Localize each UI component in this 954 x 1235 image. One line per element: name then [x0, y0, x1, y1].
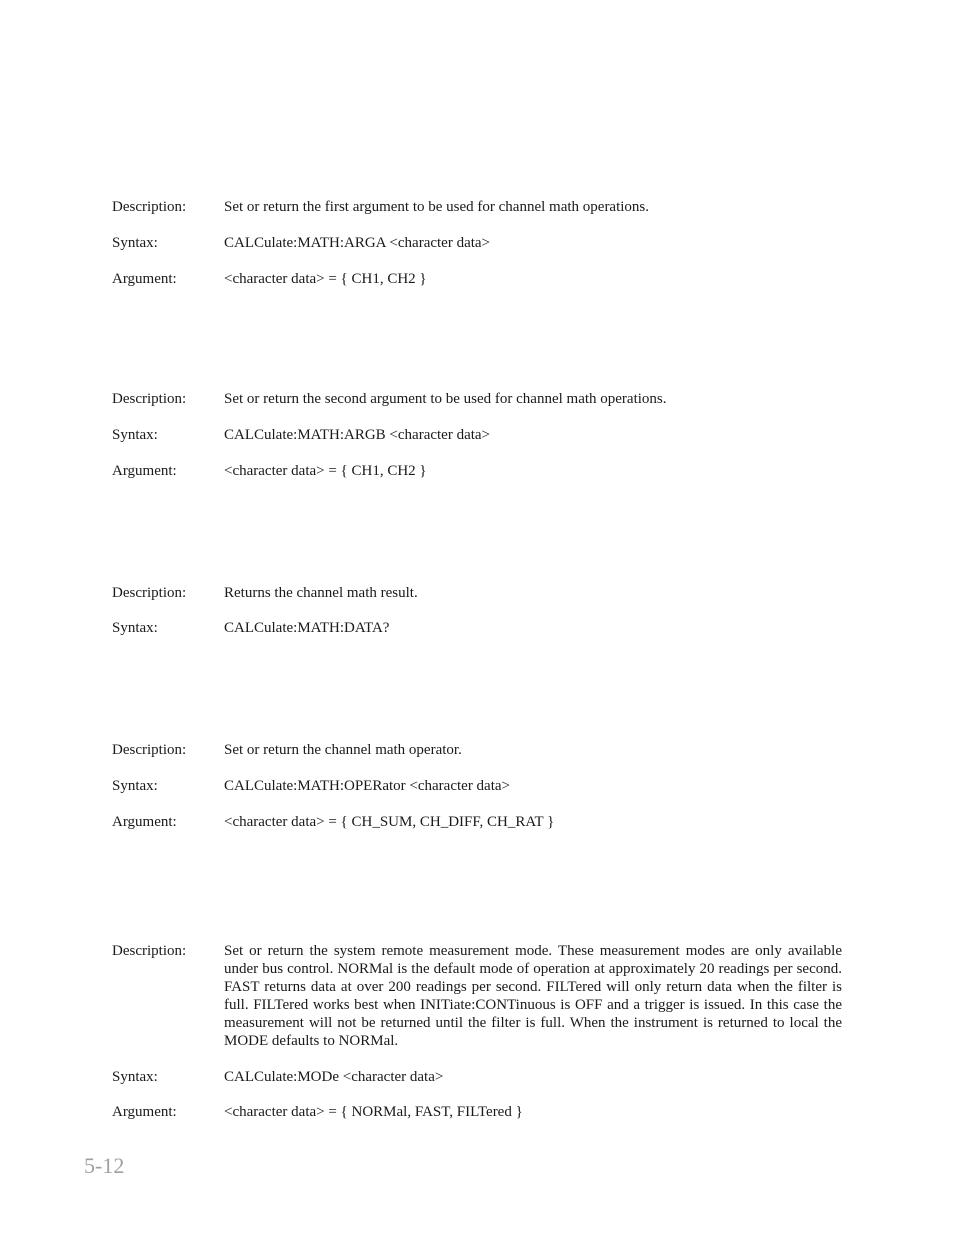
description-label: Description:	[112, 742, 187, 758]
section-mode-argument	[112, 1103, 842, 1121]
argument-text: <character data> = { CH_SUM, CH_DIFF, CH_RAT }	[224, 814, 555, 830]
section-argb-description	[112, 390, 842, 408]
syntax-label: Syntax:	[112, 620, 158, 636]
argument-label: Argument:	[112, 1104, 177, 1120]
argument-text: <character data> = { CH1, CH2 }	[224, 271, 427, 287]
description-label: Description:	[112, 943, 187, 959]
description-label: Description:	[112, 199, 187, 215]
section-operator-syntax	[112, 777, 842, 795]
argument-text: <character data> = { NORMal, FAST, FILTered }	[224, 1104, 523, 1120]
section-mode-syntax	[112, 1068, 842, 1086]
argument-label: Argument:	[112, 271, 177, 287]
section-argb-argument	[112, 462, 842, 480]
section-argb-syntax	[112, 426, 842, 444]
argument-label: Argument:	[112, 463, 177, 479]
section-operator-description	[112, 741, 842, 759]
section-arga-argument	[112, 270, 842, 288]
section-arga-description	[112, 198, 842, 216]
section-operator-argument	[112, 813, 842, 831]
page-number: 5-12	[84, 1153, 125, 1178]
syntax-text: CALCulate:MATH:DATA?	[224, 620, 390, 636]
syntax-text: CALCulate:MATH:ARGA <character data>	[224, 235, 491, 251]
argument-label: Argument:	[112, 814, 177, 830]
section-data-syntax	[112, 619, 842, 637]
section-data-description	[112, 584, 842, 602]
syntax-label: Syntax:	[112, 778, 158, 794]
description-text: Set or return the system remote measurement mode. These measurement modes are only available under bus control. NORMal is the default mode of operation at approximately 20 readings per second. FAST returns data at over 200 readings per second. FILTered will only return data when the filter is full. FILTered works best when INITiate:CONTinuous is OFF and a trigger is issued. In this case the measurement will not be returned until the filter is full. When the instrument is returned to local the MODE defaults to NORMal.	[224, 943, 842, 1049]
syntax-label: Syntax:	[112, 1069, 158, 1085]
syntax-text: CALCulate:MATH:ARGB <character data>	[224, 427, 491, 443]
syntax-label: Syntax:	[112, 235, 158, 251]
description-text: Set or return the second argument to be used for channel math operations.	[224, 391, 667, 407]
description-text: Returns the channel math result.	[224, 585, 418, 601]
syntax-label: Syntax:	[112, 427, 158, 443]
argument-text: <character data> = { CH1, CH2 }	[224, 463, 427, 479]
syntax-text: CALCulate:MODe <character data>	[224, 1069, 444, 1085]
section-mode-description	[112, 942, 842, 1050]
description-label: Description:	[112, 585, 187, 601]
section-arga-syntax	[112, 234, 842, 252]
description-text: Set or return the first argument to be used for channel math operations.	[224, 199, 650, 215]
description-label: Description:	[112, 391, 187, 407]
syntax-text: CALCulate:MATH:OPERator <character data>	[224, 778, 511, 794]
description-text: Set or return the channel math operator.	[224, 742, 462, 758]
